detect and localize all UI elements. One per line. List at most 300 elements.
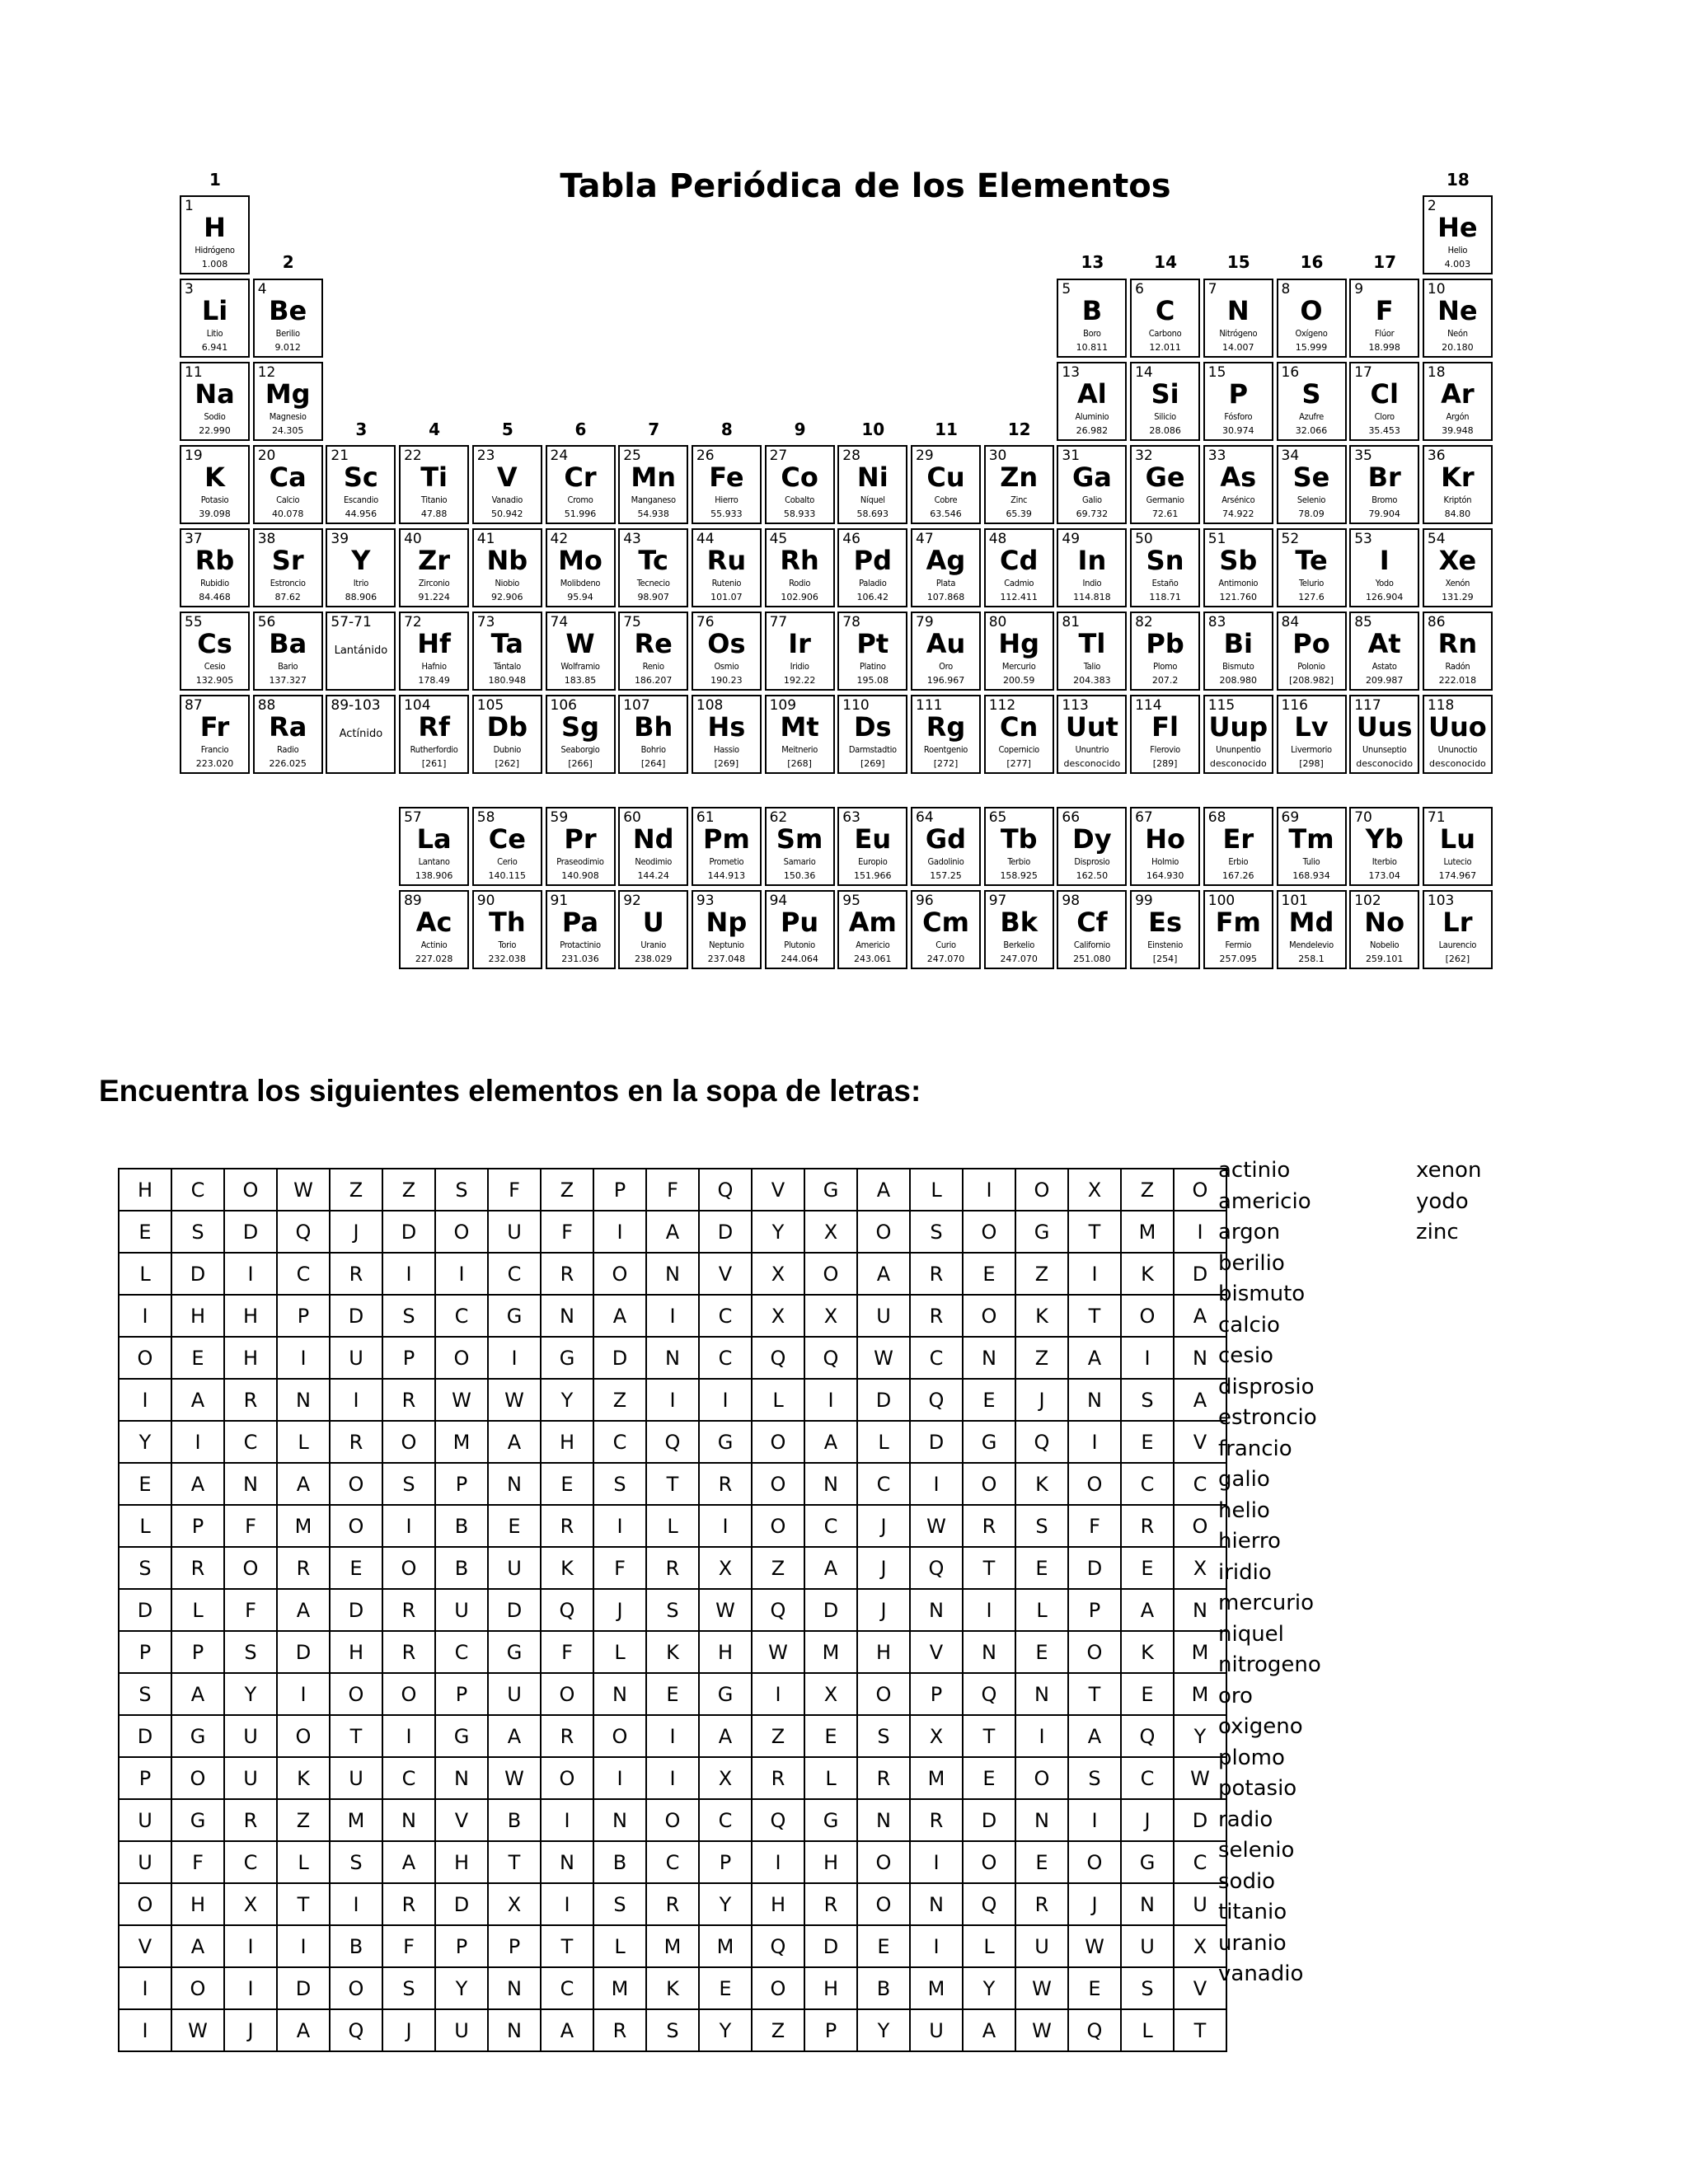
grid-letter[interactable]: I xyxy=(1121,1337,1174,1379)
grid-letter[interactable]: T xyxy=(488,1841,541,1883)
grid-letter[interactable]: F xyxy=(593,1547,646,1589)
grid-letter[interactable]: E xyxy=(119,1211,171,1253)
grid-letter[interactable]: I xyxy=(963,1589,1015,1631)
grid-letter[interactable]: F xyxy=(1068,1505,1121,1547)
grid-letter[interactable]: N xyxy=(963,1337,1015,1379)
grid-letter[interactable]: S xyxy=(224,1631,277,1673)
grid-letter[interactable]: R xyxy=(541,1715,593,1757)
grid-letter[interactable]: D xyxy=(1174,1253,1226,1295)
grid-letter[interactable]: B xyxy=(593,1841,646,1883)
grid-letter[interactable]: O xyxy=(435,1211,488,1253)
grid-letter[interactable]: R xyxy=(699,1463,752,1505)
grid-letter[interactable]: Y xyxy=(541,1379,593,1421)
grid-letter[interactable]: H xyxy=(224,1295,277,1337)
grid-letter[interactable]: C xyxy=(1121,1463,1174,1505)
grid-letter[interactable]: J xyxy=(1015,1379,1068,1421)
grid-letter[interactable]: O xyxy=(593,1253,646,1295)
grid-letter[interactable]: L xyxy=(593,1925,646,1967)
grid-letter[interactable]: D xyxy=(699,1211,752,1253)
grid-letter[interactable]: X xyxy=(804,1295,857,1337)
grid-letter[interactable]: K xyxy=(1015,1295,1068,1337)
grid-letter[interactable]: C xyxy=(699,1295,752,1337)
grid-letter[interactable]: Z xyxy=(1121,1169,1174,1211)
grid-letter[interactable]: S xyxy=(646,1589,699,1631)
grid-letter[interactable]: A xyxy=(488,1421,541,1463)
grid-letter[interactable]: I xyxy=(277,1673,330,1715)
grid-letter[interactable]: N xyxy=(1174,1337,1226,1379)
grid-letter[interactable]: A xyxy=(1068,1715,1121,1757)
grid-letter[interactable]: L xyxy=(277,1421,330,1463)
grid-letter[interactable]: D xyxy=(277,1967,330,2009)
grid-letter[interactable]: I xyxy=(910,1841,963,1883)
grid-letter[interactable]: Z xyxy=(593,1379,646,1421)
grid-letter[interactable]: D xyxy=(382,1211,435,1253)
grid-letter[interactable]: G xyxy=(1121,1841,1174,1883)
grid-letter[interactable]: P xyxy=(277,1295,330,1337)
grid-letter[interactable]: O xyxy=(752,1463,804,1505)
grid-letter[interactable]: R xyxy=(224,1379,277,1421)
grid-letter[interactable]: D xyxy=(910,1421,963,1463)
grid-letter[interactable]: N xyxy=(910,1589,963,1631)
grid-letter[interactable]: J xyxy=(857,1505,910,1547)
grid-letter[interactable]: N xyxy=(1174,1589,1226,1631)
grid-letter[interactable]: I xyxy=(699,1505,752,1547)
grid-letter[interactable]: N xyxy=(963,1631,1015,1673)
grid-letter[interactable]: O xyxy=(1121,1295,1174,1337)
grid-letter[interactable]: I xyxy=(171,1421,224,1463)
grid-letter[interactable]: P xyxy=(699,1841,752,1883)
grid-letter[interactable]: A xyxy=(488,1715,541,1757)
grid-letter[interactable]: S xyxy=(593,1463,646,1505)
grid-letter[interactable]: N xyxy=(804,1463,857,1505)
grid-letter[interactable]: W xyxy=(488,1379,541,1421)
grid-letter[interactable]: R xyxy=(646,1883,699,1925)
grid-letter[interactable]: T xyxy=(1068,1295,1121,1337)
grid-letter[interactable]: D xyxy=(224,1211,277,1253)
grid-letter[interactable]: O xyxy=(752,1421,804,1463)
grid-letter[interactable]: I xyxy=(1068,1799,1121,1841)
grid-letter[interactable]: Z xyxy=(1015,1337,1068,1379)
grid-letter[interactable]: H xyxy=(435,1841,488,1883)
grid-letter[interactable]: B xyxy=(330,1925,382,1967)
grid-letter[interactable]: N xyxy=(1121,1883,1174,1925)
grid-letter[interactable]: Z xyxy=(330,1169,382,1211)
grid-letter[interactable]: E xyxy=(963,1253,1015,1295)
grid-letter[interactable]: C xyxy=(804,1505,857,1547)
grid-letter[interactable]: W xyxy=(752,1631,804,1673)
grid-letter[interactable]: O xyxy=(171,1757,224,1799)
grid-letter[interactable]: U xyxy=(224,1715,277,1757)
grid-letter[interactable]: O xyxy=(541,1757,593,1799)
grid-letter[interactable]: W xyxy=(699,1589,752,1631)
grid-letter[interactable]: O xyxy=(646,1799,699,1841)
grid-letter[interactable]: L xyxy=(171,1589,224,1631)
grid-letter[interactable]: C xyxy=(488,1253,541,1295)
grid-letter[interactable]: D xyxy=(488,1589,541,1631)
grid-letter[interactable]: T xyxy=(963,1547,1015,1589)
grid-letter[interactable]: Y xyxy=(699,1883,752,1925)
grid-letter[interactable]: O xyxy=(382,1421,435,1463)
grid-letter[interactable]: S xyxy=(330,1841,382,1883)
grid-letter[interactable]: O xyxy=(857,1841,910,1883)
grid-letter[interactable]: I xyxy=(277,1337,330,1379)
grid-letter[interactable]: O xyxy=(1174,1505,1226,1547)
grid-letter[interactable]: Q xyxy=(1068,2009,1121,2051)
grid-letter[interactable]: Q xyxy=(910,1547,963,1589)
grid-letter[interactable]: Q xyxy=(277,1211,330,1253)
grid-letter[interactable]: O xyxy=(119,1337,171,1379)
grid-letter[interactable]: N xyxy=(382,1799,435,1841)
grid-letter[interactable]: P xyxy=(435,1463,488,1505)
grid-letter[interactable]: X xyxy=(699,1757,752,1799)
grid-letter[interactable]: O xyxy=(224,1547,277,1589)
grid-letter[interactable]: H xyxy=(171,1295,224,1337)
grid-letter[interactable]: B xyxy=(435,1547,488,1589)
grid-letter[interactable]: A xyxy=(277,1463,330,1505)
grid-letter[interactable]: E xyxy=(488,1505,541,1547)
grid-letter[interactable]: W xyxy=(1174,1757,1226,1799)
grid-letter[interactable]: W xyxy=(1015,2009,1068,2051)
grid-letter[interactable]: N xyxy=(593,1673,646,1715)
grid-letter[interactable]: U xyxy=(488,1547,541,1589)
grid-letter[interactable]: N xyxy=(541,1295,593,1337)
grid-letter[interactable]: C xyxy=(224,1421,277,1463)
grid-letter[interactable]: I xyxy=(224,1967,277,2009)
grid-letter[interactable]: A xyxy=(1068,1337,1121,1379)
grid-letter[interactable]: I xyxy=(330,1379,382,1421)
grid-letter[interactable]: G xyxy=(435,1715,488,1757)
grid-letter[interactable]: D xyxy=(119,1589,171,1631)
grid-letter[interactable]: O xyxy=(963,1295,1015,1337)
grid-letter[interactable]: S xyxy=(119,1673,171,1715)
grid-letter[interactable]: R xyxy=(330,1421,382,1463)
grid-letter[interactable]: O xyxy=(330,1505,382,1547)
grid-letter[interactable]: E xyxy=(699,1967,752,2009)
grid-letter[interactable]: G xyxy=(171,1715,224,1757)
grid-letter[interactable]: C xyxy=(1174,1841,1226,1883)
grid-letter[interactable]: I xyxy=(1174,1211,1226,1253)
grid-letter[interactable]: G xyxy=(541,1337,593,1379)
grid-letter[interactable]: C xyxy=(171,1169,224,1211)
grid-letter[interactable]: C xyxy=(1121,1757,1174,1799)
grid-letter[interactable]: I xyxy=(119,1379,171,1421)
grid-letter[interactable]: I xyxy=(910,1463,963,1505)
grid-letter[interactable]: D xyxy=(593,1337,646,1379)
grid-letter[interactable]: X xyxy=(488,1883,541,1925)
grid-letter[interactable]: M xyxy=(277,1505,330,1547)
grid-letter[interactable]: S xyxy=(382,1295,435,1337)
grid-letter[interactable]: I xyxy=(593,1211,646,1253)
grid-letter[interactable]: D xyxy=(330,1295,382,1337)
grid-letter[interactable]: Z xyxy=(382,1169,435,1211)
grid-letter[interactable]: O xyxy=(435,1337,488,1379)
grid-letter[interactable]: D xyxy=(1068,1547,1121,1589)
grid-letter[interactable]: Q xyxy=(646,1421,699,1463)
grid-letter[interactable]: O xyxy=(382,1673,435,1715)
grid-letter[interactable]: A xyxy=(171,1463,224,1505)
grid-letter[interactable]: N xyxy=(541,1841,593,1883)
grid-letter[interactable]: F xyxy=(541,1631,593,1673)
grid-letter[interactable]: O xyxy=(804,1253,857,1295)
grid-letter[interactable]: M xyxy=(1121,1211,1174,1253)
grid-letter[interactable]: W xyxy=(277,1169,330,1211)
grid-letter[interactable]: I xyxy=(804,1379,857,1421)
grid-letter[interactable]: I xyxy=(382,1253,435,1295)
grid-letter[interactable]: V xyxy=(699,1253,752,1295)
grid-letter[interactable]: Y xyxy=(857,2009,910,2051)
grid-letter[interactable]: Z xyxy=(752,1547,804,1589)
grid-letter[interactable]: V xyxy=(1174,1967,1226,2009)
grid-letter[interactable]: O xyxy=(857,1673,910,1715)
grid-letter[interactable]: O xyxy=(857,1211,910,1253)
grid-letter[interactable]: Q xyxy=(1121,1715,1174,1757)
grid-letter[interactable]: J xyxy=(382,2009,435,2051)
grid-letter[interactable]: R xyxy=(910,1295,963,1337)
grid-letter[interactable]: U xyxy=(119,1841,171,1883)
grid-letter[interactable]: W xyxy=(488,1757,541,1799)
grid-letter[interactable]: N xyxy=(593,1799,646,1841)
grid-letter[interactable]: E xyxy=(1121,1421,1174,1463)
grid-letter[interactable]: O xyxy=(277,1715,330,1757)
grid-letter[interactable]: I xyxy=(752,1673,804,1715)
grid-letter[interactable]: R xyxy=(541,1253,593,1295)
grid-letter[interactable]: M xyxy=(330,1799,382,1841)
grid-letter[interactable]: B xyxy=(857,1967,910,2009)
grid-letter[interactable]: Q xyxy=(330,2009,382,2051)
grid-letter[interactable]: Q xyxy=(1015,1421,1068,1463)
grid-letter[interactable]: P xyxy=(435,1925,488,1967)
grid-letter[interactable]: R xyxy=(1121,1505,1174,1547)
grid-letter[interactable]: O xyxy=(963,1841,1015,1883)
grid-letter[interactable]: O xyxy=(1068,1841,1121,1883)
grid-letter[interactable]: S xyxy=(1121,1379,1174,1421)
grid-letter[interactable]: A xyxy=(382,1841,435,1883)
grid-letter[interactable]: R xyxy=(541,1505,593,1547)
grid-letter[interactable]: Y xyxy=(1174,1715,1226,1757)
grid-letter[interactable]: A xyxy=(1174,1295,1226,1337)
grid-letter[interactable]: N xyxy=(646,1337,699,1379)
grid-letter[interactable]: I xyxy=(382,1715,435,1757)
grid-letter[interactable]: O xyxy=(857,1883,910,1925)
grid-letter[interactable]: N xyxy=(488,2009,541,2051)
grid-letter[interactable]: Z xyxy=(752,1715,804,1757)
grid-letter[interactable]: R xyxy=(646,1547,699,1589)
grid-letter[interactable]: V xyxy=(752,1169,804,1211)
grid-letter[interactable]: I xyxy=(1068,1421,1121,1463)
grid-letter[interactable]: I xyxy=(488,1337,541,1379)
grid-letter[interactable]: W xyxy=(171,2009,224,2051)
grid-letter[interactable]: Q xyxy=(804,1337,857,1379)
grid-letter[interactable]: M xyxy=(593,1967,646,2009)
grid-letter[interactable]: L xyxy=(1121,2009,1174,2051)
grid-letter[interactable]: A xyxy=(963,2009,1015,2051)
grid-letter[interactable]: N xyxy=(1015,1799,1068,1841)
grid-letter[interactable]: W xyxy=(1015,1967,1068,2009)
grid-letter[interactable]: C xyxy=(435,1631,488,1673)
grid-letter[interactable]: U xyxy=(488,1673,541,1715)
grid-letter[interactable]: I xyxy=(646,1715,699,1757)
grid-letter[interactable]: O xyxy=(330,1673,382,1715)
grid-letter[interactable]: S xyxy=(593,1883,646,1925)
grid-letter[interactable]: G xyxy=(804,1169,857,1211)
grid-letter[interactable]: Y xyxy=(435,1967,488,2009)
grid-letter[interactable]: U xyxy=(857,1295,910,1337)
grid-letter[interactable]: P xyxy=(382,1337,435,1379)
grid-letter[interactable]: X xyxy=(1068,1169,1121,1211)
grid-letter[interactable]: A xyxy=(277,2009,330,2051)
grid-letter[interactable]: G xyxy=(488,1295,541,1337)
grid-letter[interactable]: C xyxy=(541,1967,593,2009)
grid-letter[interactable]: G xyxy=(699,1421,752,1463)
grid-letter[interactable]: T xyxy=(646,1463,699,1505)
grid-letter[interactable]: R xyxy=(593,2009,646,2051)
grid-letter[interactable]: R xyxy=(330,1253,382,1295)
grid-letter[interactable]: A xyxy=(646,1211,699,1253)
grid-letter[interactable]: E xyxy=(804,1715,857,1757)
grid-letter[interactable]: D xyxy=(963,1799,1015,1841)
grid-letter[interactable]: E xyxy=(963,1379,1015,1421)
grid-letter[interactable]: O xyxy=(171,1967,224,2009)
grid-letter[interactable]: L xyxy=(804,1757,857,1799)
grid-letter[interactable]: U xyxy=(488,1211,541,1253)
grid-letter[interactable]: U xyxy=(1121,1925,1174,1967)
grid-letter[interactable]: W xyxy=(1068,1925,1121,1967)
grid-letter[interactable]: D xyxy=(1174,1799,1226,1841)
grid-letter[interactable]: O xyxy=(752,1967,804,2009)
grid-letter[interactable]: C xyxy=(382,1757,435,1799)
grid-letter[interactable]: D xyxy=(171,1253,224,1295)
grid-letter[interactable]: L xyxy=(119,1253,171,1295)
grid-letter[interactable]: H xyxy=(171,1883,224,1925)
grid-letter[interactable]: E xyxy=(330,1547,382,1589)
grid-letter[interactable]: K xyxy=(277,1757,330,1799)
grid-letter[interactable]: I xyxy=(910,1925,963,1967)
grid-letter[interactable]: N xyxy=(277,1379,330,1421)
grid-letter[interactable]: E xyxy=(963,1757,1015,1799)
grid-letter[interactable]: O xyxy=(593,1715,646,1757)
grid-letter[interactable]: Y xyxy=(119,1421,171,1463)
grid-letter[interactable]: D xyxy=(277,1631,330,1673)
grid-letter[interactable]: Q xyxy=(752,1589,804,1631)
grid-letter[interactable]: Q xyxy=(910,1379,963,1421)
grid-letter[interactable]: I xyxy=(224,1253,277,1295)
grid-letter[interactable]: O xyxy=(1015,1169,1068,1211)
grid-letter[interactable]: S xyxy=(435,1169,488,1211)
grid-letter[interactable]: J xyxy=(1068,1883,1121,1925)
grid-letter[interactable]: I xyxy=(646,1757,699,1799)
grid-letter[interactable]: C xyxy=(435,1295,488,1337)
grid-letter[interactable]: P xyxy=(910,1673,963,1715)
grid-letter[interactable]: A xyxy=(1121,1589,1174,1631)
grid-letter[interactable]: C xyxy=(646,1841,699,1883)
grid-letter[interactable]: B xyxy=(488,1799,541,1841)
grid-letter[interactable]: I xyxy=(1068,1253,1121,1295)
grid-letter[interactable]: S xyxy=(1121,1967,1174,2009)
grid-letter[interactable]: L xyxy=(277,1841,330,1883)
grid-letter[interactable]: O xyxy=(963,1211,1015,1253)
grid-letter[interactable]: T xyxy=(1068,1673,1121,1715)
grid-letter[interactable]: C xyxy=(593,1421,646,1463)
grid-letter[interactable]: G xyxy=(963,1421,1015,1463)
grid-letter[interactable]: D xyxy=(435,1883,488,1925)
grid-letter[interactable]: C xyxy=(699,1337,752,1379)
grid-letter[interactable]: F xyxy=(224,1505,277,1547)
grid-letter[interactable]: H xyxy=(752,1883,804,1925)
grid-letter[interactable]: P xyxy=(488,1925,541,1967)
grid-letter[interactable]: P xyxy=(171,1631,224,1673)
grid-letter[interactable]: V xyxy=(119,1925,171,1967)
grid-letter[interactable]: I xyxy=(646,1295,699,1337)
grid-letter[interactable]: V xyxy=(910,1631,963,1673)
grid-letter[interactable]: U xyxy=(1174,1883,1226,1925)
grid-letter[interactable]: O xyxy=(382,1547,435,1589)
grid-letter[interactable]: I xyxy=(541,1883,593,1925)
grid-letter[interactable]: O xyxy=(752,1505,804,1547)
grid-letter[interactable]: S xyxy=(646,2009,699,2051)
grid-letter[interactable]: K xyxy=(1121,1253,1174,1295)
grid-letter[interactable]: I xyxy=(119,2009,171,2051)
grid-letter[interactable]: H xyxy=(857,1631,910,1673)
grid-letter[interactable]: Y xyxy=(963,1967,1015,2009)
grid-letter[interactable]: T xyxy=(277,1883,330,1925)
grid-letter[interactable]: N xyxy=(488,1463,541,1505)
grid-letter[interactable]: I xyxy=(699,1379,752,1421)
grid-letter[interactable]: A xyxy=(171,1379,224,1421)
grid-letter[interactable]: H xyxy=(541,1421,593,1463)
grid-letter[interactable]: O xyxy=(963,1463,1015,1505)
grid-letter[interactable]: F xyxy=(488,1169,541,1211)
grid-letter[interactable]: A xyxy=(804,1547,857,1589)
grid-letter[interactable]: A xyxy=(593,1295,646,1337)
grid-letter[interactable]: R xyxy=(752,1757,804,1799)
grid-letter[interactable]: W xyxy=(910,1505,963,1547)
grid-letter[interactable]: L xyxy=(1015,1589,1068,1631)
grid-letter[interactable]: J xyxy=(330,1211,382,1253)
grid-letter[interactable]: S xyxy=(382,1967,435,2009)
grid-letter[interactable]: N xyxy=(1068,1379,1121,1421)
grid-letter[interactable]: M xyxy=(435,1421,488,1463)
grid-letter[interactable]: R xyxy=(382,1883,435,1925)
grid-letter[interactable]: U xyxy=(119,1799,171,1841)
grid-letter[interactable]: A xyxy=(541,2009,593,2051)
grid-letter[interactable]: Q xyxy=(752,1799,804,1841)
grid-letter[interactable]: D xyxy=(119,1715,171,1757)
grid-letter[interactable]: F xyxy=(646,1169,699,1211)
grid-letter[interactable]: P xyxy=(593,1169,646,1211)
grid-letter[interactable]: N xyxy=(857,1799,910,1841)
grid-letter[interactable]: I xyxy=(382,1505,435,1547)
grid-letter[interactable]: O xyxy=(119,1883,171,1925)
grid-letter[interactable]: J xyxy=(857,1589,910,1631)
grid-letter[interactable]: Y xyxy=(224,1673,277,1715)
grid-letter[interactable]: R xyxy=(1015,1883,1068,1925)
grid-letter[interactable]: C xyxy=(1174,1463,1226,1505)
grid-letter[interactable]: J xyxy=(593,1589,646,1631)
grid-letter[interactable]: D xyxy=(857,1379,910,1421)
grid-letter[interactable]: H xyxy=(330,1631,382,1673)
grid-letter[interactable]: K xyxy=(541,1547,593,1589)
grid-letter[interactable]: T xyxy=(1174,2009,1226,2051)
grid-letter[interactable]: D xyxy=(804,1925,857,1967)
grid-letter[interactable]: X xyxy=(1174,1925,1226,1967)
grid-letter[interactable]: U xyxy=(224,1757,277,1799)
grid-letter[interactable]: L xyxy=(963,1925,1015,1967)
grid-letter[interactable]: S xyxy=(910,1211,963,1253)
grid-letter[interactable]: P xyxy=(1068,1589,1121,1631)
grid-letter[interactable]: K xyxy=(646,1631,699,1673)
grid-letter[interactable]: E xyxy=(1015,1841,1068,1883)
grid-letter[interactable]: I xyxy=(1015,1715,1068,1757)
